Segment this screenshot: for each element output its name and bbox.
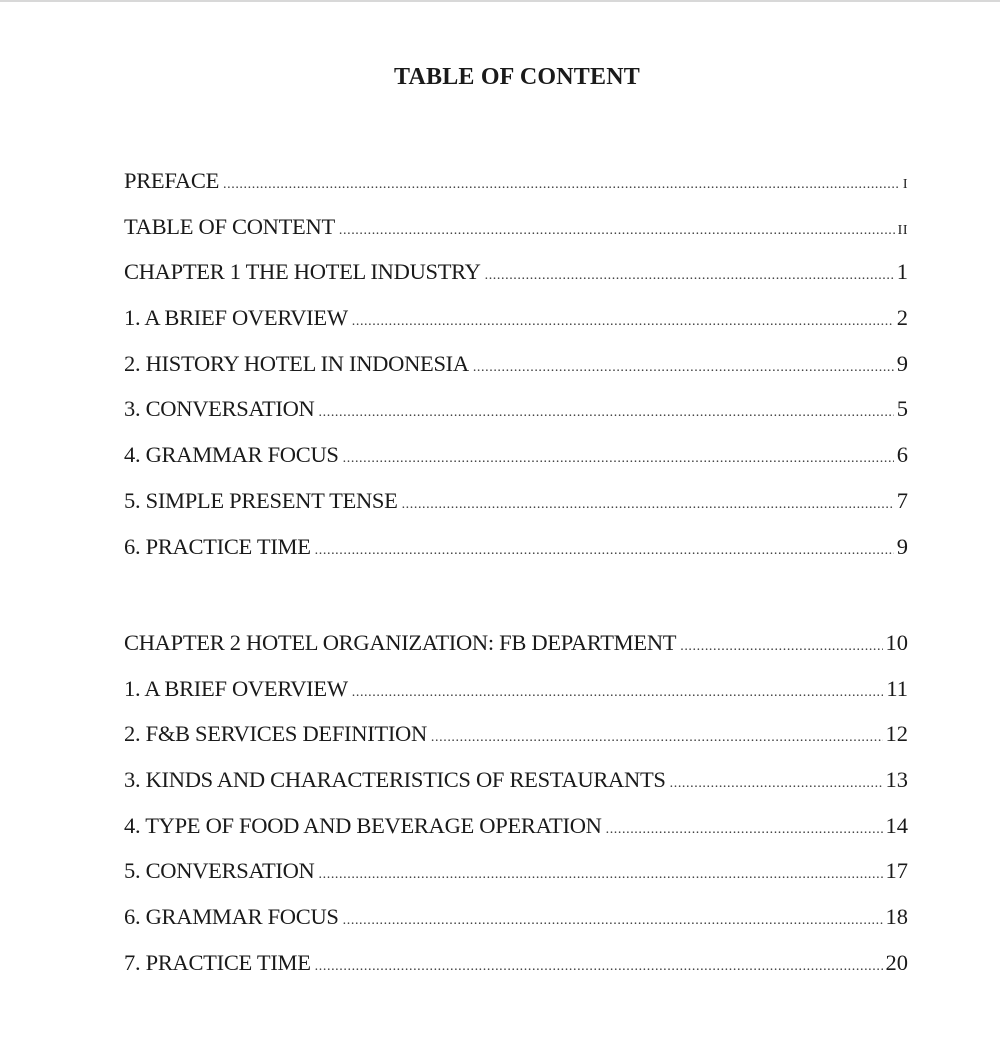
toc-entry-label: CHAPTER 2 HOTEL ORGANIZATION: FB DEPARTMENT <box>124 630 677 655</box>
toc-entry-page: 5 <box>896 396 908 422</box>
dot-leader <box>319 405 894 421</box>
dot-leader <box>352 314 894 330</box>
dot-leader <box>485 268 894 284</box>
toc-entry-label: PREFACE <box>124 168 220 193</box>
dot-leader <box>223 177 900 193</box>
dot-leader <box>352 685 884 701</box>
dot-leader <box>315 543 894 559</box>
toc-entry-type-of-food-operation[interactable] <box>124 813 908 859</box>
toc-entry-chapter-1[interactable] <box>124 259 908 305</box>
toc-entry-page: 17 <box>885 858 908 884</box>
toc-entry-page: 7 <box>896 487 908 513</box>
toc-entry-label: TABLE OF CONTENT <box>124 213 335 239</box>
toc-entry-history-hotel[interactable] <box>124 351 908 397</box>
toc-entry-label: 2. HISTORY HOTEL IN INDONESIA <box>124 350 469 376</box>
toc-entry-conversation[interactable] <box>124 396 908 442</box>
toc-entry-table-of-content[interactable] <box>124 214 908 260</box>
toc-entry-label: 3. CONVERSATION <box>124 396 315 422</box>
toc-entry-fb-services-definition[interactable] <box>124 721 908 767</box>
toc-entry-grammar-focus[interactable] <box>124 904 908 950</box>
dot-leader <box>670 776 883 792</box>
toc-entry-page: 9 <box>896 350 908 376</box>
toc-entry-label: CHAPTER 1 THE HOTEL INDUSTRY <box>124 259 481 285</box>
toc-entry-simple-present-tense[interactable] <box>124 488 908 534</box>
toc-entry-label: 5. CONVERSATION <box>124 858 315 884</box>
dot-leader <box>339 223 895 239</box>
dot-leader <box>343 451 894 467</box>
page-title: TABLE OF CONTENT <box>394 64 640 90</box>
toc-entry-page: 20 <box>885 949 908 975</box>
toc-entry-page: I <box>902 177 908 192</box>
toc-entry-label: 4. TYPE OF FOOD AND BEVERAGE OPERATION <box>124 812 602 838</box>
toc-entry-page: 6 <box>896 442 908 468</box>
dot-leader <box>315 959 883 975</box>
toc-entry-grammar-focus[interactable] <box>124 442 908 488</box>
toc-entry-label: 7. PRACTICE TIME <box>124 949 311 975</box>
dot-leader <box>431 730 883 746</box>
dot-leader <box>343 913 883 929</box>
toc-entry-page: 11 <box>886 675 908 701</box>
toc-entry-label: 5. SIMPLE PRESENT TENSE <box>124 487 398 513</box>
toc-entry-page: 14 <box>885 812 908 838</box>
toc-entry-page: 13 <box>885 767 908 793</box>
dot-leader <box>606 822 883 838</box>
dot-leader <box>402 497 894 513</box>
dot-leader <box>319 867 883 883</box>
toc-entry-label: 1. A BRIEF OVERVIEW <box>124 675 348 701</box>
dot-leader <box>680 639 882 655</box>
toc-entry-page: 18 <box>885 904 908 930</box>
toc-entry-page: 12 <box>885 721 908 747</box>
toc-entry-page: 2 <box>896 305 908 331</box>
toc-entry-practice-time[interactable] <box>124 950 908 996</box>
toc-group-1 <box>124 168 908 579</box>
toc-group-2 <box>124 630 908 996</box>
toc-entry-label: 6. PRACTICE TIME <box>124 533 311 559</box>
toc-entry-preface[interactable] <box>124 168 908 214</box>
toc-entry-brief-overview[interactable] <box>124 305 908 351</box>
toc-entry-page: II <box>897 222 908 238</box>
toc-entry-kinds-of-restaurants[interactable] <box>124 767 908 813</box>
toc-entry-brief-overview[interactable] <box>124 676 908 722</box>
toc-entry-label: 2. F&B SERVICES DEFINITION <box>124 721 427 747</box>
toc-entry-label: 4. GRAMMAR FOCUS <box>124 442 339 468</box>
toc-entry-page: 9 <box>896 533 908 559</box>
dot-leader <box>473 360 894 376</box>
toc-entry-conversation[interactable] <box>124 858 908 904</box>
toc-entry-practice-time[interactable] <box>124 534 908 580</box>
toc-entry-label: 1. A BRIEF OVERVIEW <box>124 305 348 331</box>
toc-entry-chapter-2[interactable] <box>124 630 908 676</box>
toc-entry-label: 6. GRAMMAR FOCUS <box>124 904 339 930</box>
toc-entry-page: 10 <box>885 630 908 655</box>
toc-entry-label: 3. KINDS AND CHARACTERISTICS OF RESTAURANTS <box>124 767 666 793</box>
toc-entry-page: 1 <box>896 259 908 285</box>
